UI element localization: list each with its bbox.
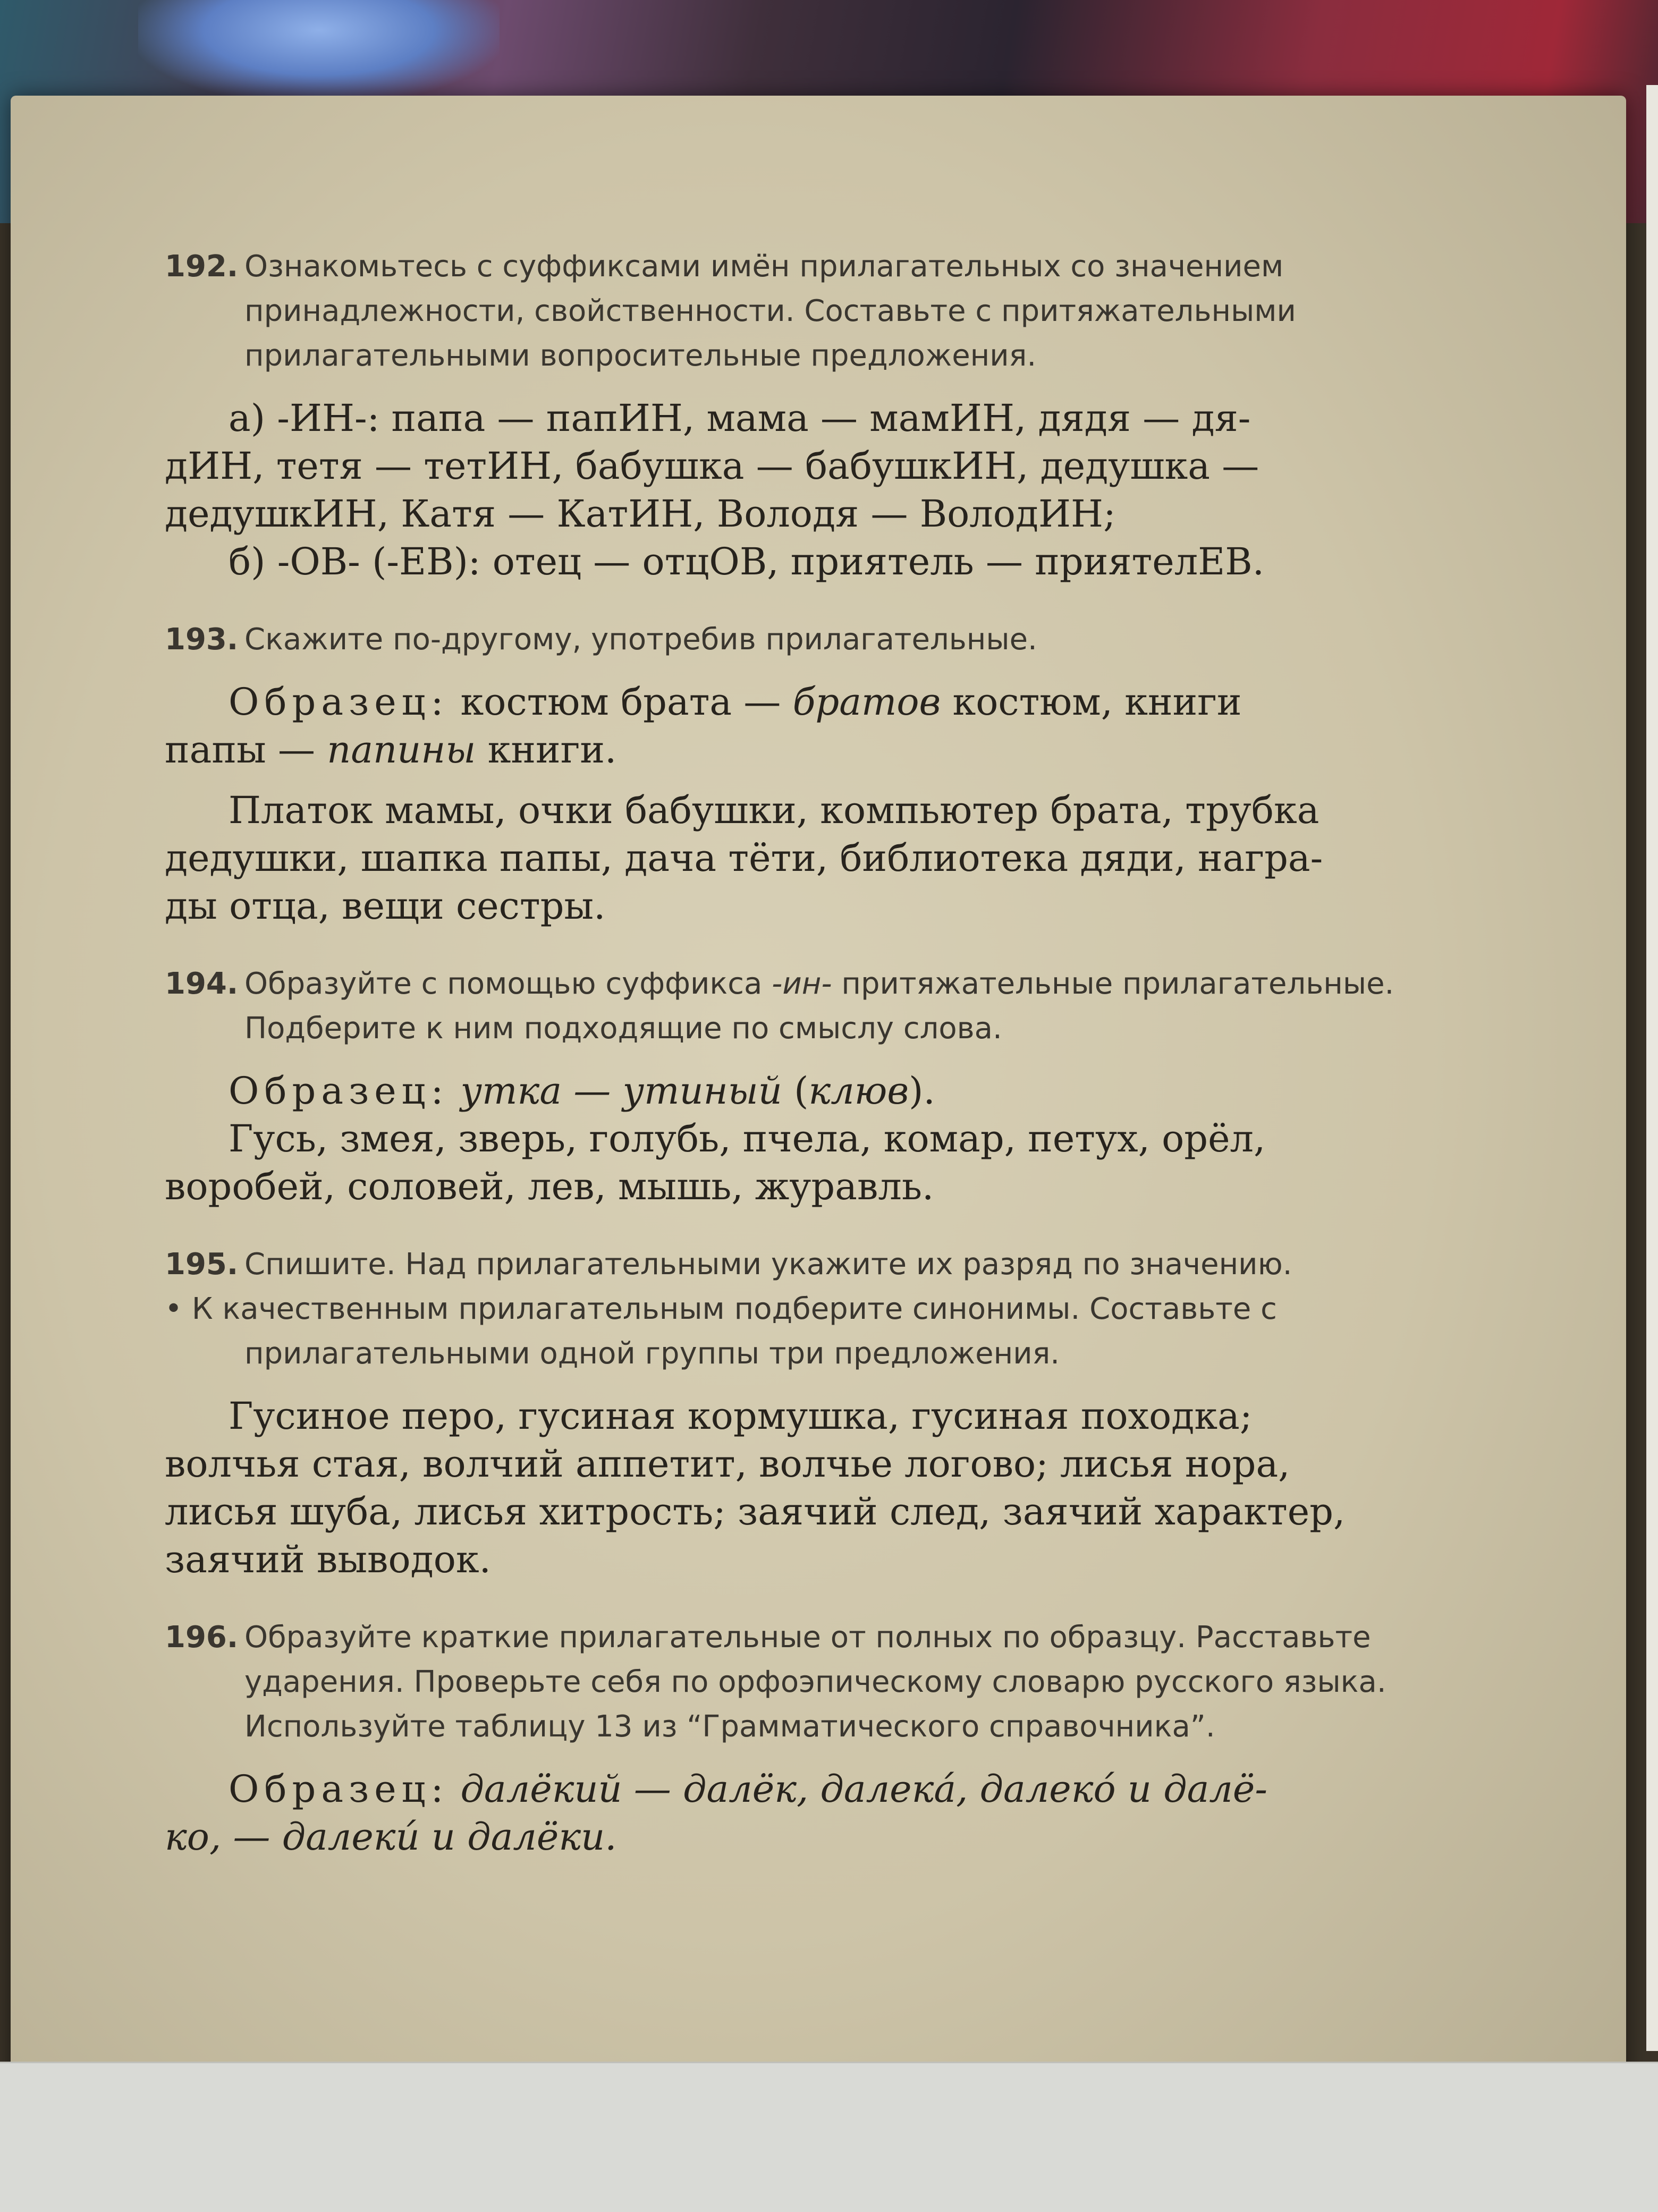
text-line: воробей, соловей, лев, мышь, журавль. [165,1165,934,1208]
text-line: волчья стая, волчий аппетит, волчье логово; лисья нора, [165,1442,1290,1486]
sample-italic: далёкий — далёк, далека́, далеко́ и далё- [460,1767,1268,1811]
text-line: Гусиное перо, гусиная кормушка, гусиная походка; [229,1394,1253,1438]
task-bullet: • К качественным прилагательным подберите синонимы. Составьте с прилагательными одной группы три предложения. [165,1292,1277,1371]
sample-text: книги. [487,728,617,772]
exercise-task [165,244,1525,378]
exercise-193 [165,617,1525,930]
exercise-task [165,962,1525,1051]
exercise-body [165,678,1525,930]
exercise-task [165,1615,1525,1749]
sample-text: костюм брата — [460,680,781,724]
page-edge [1646,85,1658,2051]
sample-label: Образец: [229,1069,449,1113]
bottom-paper-sheet [0,2062,1658,2212]
sample-italic: папины [327,728,476,772]
exercise-number: 194. [165,967,239,1001]
text-line: Платок мамы, очки бабушки, компьютер брата, трубка [229,789,1319,832]
exercise-body [165,1765,1525,1861]
sample-line [165,726,1525,774]
exercise-body [165,1067,1525,1210]
sample-text: ). [909,1069,935,1113]
sample-line [165,678,1525,726]
task-text: Ознакомьтесь с суффиксами имён прилагательных со значением принадлежности, свойственности. Составьте с притяжательными прилагательными вопросительные предложения. [244,249,1296,373]
sample-italic: братов [792,680,941,724]
exercise-195 [165,1242,1525,1583]
task-text: Образуйте с помощью суффикса [244,967,763,1001]
exercise-body [165,394,1525,586]
background-blue-patch [138,0,500,101]
exercise-number: 195. [165,1247,239,1282]
sample-italic: ко, — далеки́ и далёки. [165,1815,617,1859]
text-line: дедушкИН, Катя — КатИН, Володя — ВолодИН; [165,492,1116,536]
text-line: дедушки, шапка папы, дача тёти, библиотека дяди, награ- [165,836,1323,880]
exercise-task [165,1242,1525,1376]
exercise-192 [165,244,1525,586]
exercise-number: 192. [165,249,239,284]
text-line: а) -ИН-: папа — папИН, мама — мамИН, дядя — дя- [229,396,1251,440]
exercise-number: 193. [165,622,239,657]
task-text: Спишите. Над прилагательными укажите их разряд по значению. [244,1247,1292,1282]
sample-text: ( [794,1069,809,1113]
task-suffix: -ин- [772,967,832,1001]
sample-line [165,1765,1525,1813]
sample-line [165,1813,1525,1861]
sample-text: папы — [165,728,316,772]
task-text: Скажите по-другому, употребив прилагательные. [244,622,1037,657]
sample-italic: клюв [808,1069,909,1113]
sample-label: Образец: [229,1767,449,1811]
exercise-196 [165,1615,1525,1861]
text-line: дИН, тетя — тетИН, бабушка — бабушкИН, дедушка — [165,444,1259,488]
text-line: б) -ОВ- (-ЕВ): отец — отцОВ, приятель — приятелЕВ. [229,540,1264,583]
text-line: ды отца, вещи сестры. [165,884,606,928]
text-line: заячий выводок. [165,1538,491,1581]
text-line: Гусь, змея, зверь, голубь, пчела, комар, петух, орёл, [229,1117,1266,1160]
sample-line [165,1067,1525,1115]
exercise-body [165,1392,1525,1583]
exercise-194 [165,962,1525,1210]
text-line: лисья шуба, лисья хитрость; заячий след, заячий характер, [165,1490,1346,1533]
exercise-task [165,617,1525,662]
sample-label: Образец: [229,680,449,724]
task-text: Образуйте краткие прилагательные от полных по образцу. Расставьте ударения. Проверьте себя по орфоэпическому словарю русского языка. Используйте таблицу 13 из “Грамматического справочника”. [244,1620,1386,1744]
sample-text: костюм, книги [952,680,1242,724]
exercise-number: 196. [165,1620,239,1655]
page-content [165,244,1525,1893]
sample-italic: утка — утиный [460,1069,782,1113]
task-text: притяжательные прилагательные. Подберите к ним подходящие по смыслу слова. [244,967,1394,1046]
